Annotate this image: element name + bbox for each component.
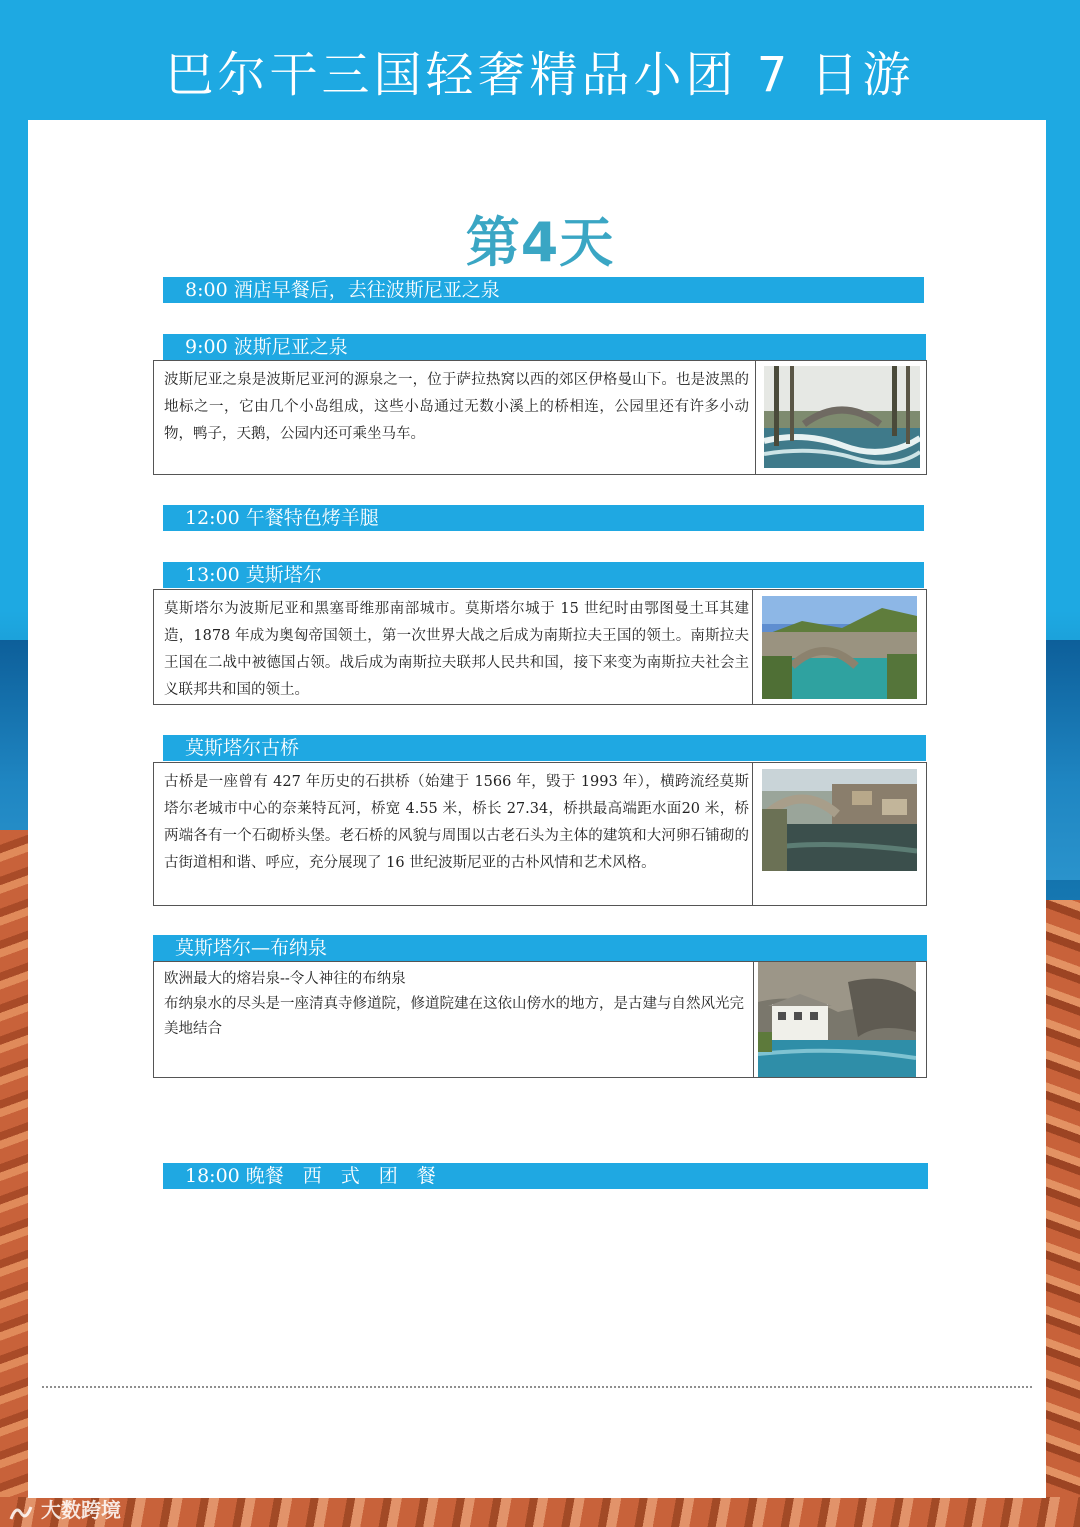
watermark: [8, 1494, 121, 1523]
watermark-text: 大数跨境: [40, 1498, 121, 1522]
box-divider: [753, 962, 754, 1077]
schedule-text-buna: [164, 967, 744, 1042]
buna-text-line1: 欧洲最大的熔岩泉--令人神往的布纳泉: [164, 971, 406, 987]
page-header-title: 巴尔干三国轻奢精品小团 7 日游: [165, 47, 915, 103]
springs-bridge-photo: [764, 366, 920, 468]
schedule-text-bosnia-spring: 波斯尼亚之泉是波斯尼亚河的源泉之一，位于萨拉热窝以西的郊区伊格曼山下。也是波黑的地标之一，它由几个小岛组成，这些小岛通过无数小溪上的桥相连，公园里还有许多小动物，鸭子，天鹅，公园内还可乘坐马车。: [164, 372, 749, 442]
buna-spring-photo: [758, 962, 916, 1077]
day-title: 第4天: [465, 211, 615, 274]
background-roofs-right: [1040, 900, 1080, 1527]
dotted-divider: [42, 1386, 1032, 1388]
box-divider: [755, 361, 756, 474]
schedule-bar-dinner: 18:00 晚餐 西 式 团 餐: [163, 1163, 928, 1189]
schedule-bar-old-bridge: 莫斯塔尔古桥: [163, 735, 926, 761]
schedule-text-old-bridge: 古桥是一座曾有 427 年历史的石拱桥（始建于 1566 年，毁于 1993 年），横跨流经莫斯塔尔老城市中心的奈莱特瓦河，桥宽 4.55 米，桥长 27.34，桥拱最高端距水面20 米，桥两端各有一个石砌桥头堡。老石桥的风貌与周围以古老石头为主体的建筑和大河卵石铺砌的古街道相和谐、呼应，充分展现了 16 世纪波斯尼亚的古朴风情和艺术风格。: [164, 774, 749, 871]
schedule-box-bosnia-spring: [153, 360, 927, 475]
buna-text-line2: 布纳泉水的尽头是一座清真寺修道院，修道院建在这依山傍水的地方，是古建与自然风光完美地结合: [164, 996, 744, 1037]
schedule-bar-lunch: 12:00 午餐特色烤羊腿: [163, 505, 924, 531]
schedule-bar-bosnia-spring: 9:00 波斯尼亚之泉: [163, 334, 926, 360]
background-roofs-bottom: [0, 1497, 1080, 1527]
schedule-bar-breakfast: 8:00 酒店早餐后，去往波斯尼亚之泉: [163, 277, 924, 303]
schedule-box-old-bridge: [153, 762, 927, 906]
box-divider: [752, 590, 753, 704]
box-divider: [752, 763, 753, 905]
schedule-box-mostar: [153, 589, 927, 705]
schedule-bar-mostar: 13:00 莫斯塔尔: [163, 562, 924, 588]
schedule-box-buna: [153, 961, 927, 1078]
schedule-bar-buna: 莫斯塔尔—布纳泉: [153, 935, 927, 961]
schedule-text-mostar: 莫斯塔尔为波斯尼亚和黑塞哥维那南部城市。莫斯塔尔城于 15 世纪时由鄂图曼土耳其建造，1878 年成为奥匈帝国领土，第一次世界大战之后成为南斯拉夫王国的领土。南斯拉夫王国在二战中被德国占领。战后成为南斯拉夫联邦人民共和国，接下来变为南斯拉夫社会主义联邦共和国的领土。: [164, 601, 749, 698]
old-bridge-photo: [762, 769, 917, 871]
mostar-city-photo: [762, 596, 917, 699]
watermark-logo-icon: [8, 1498, 41, 1522]
